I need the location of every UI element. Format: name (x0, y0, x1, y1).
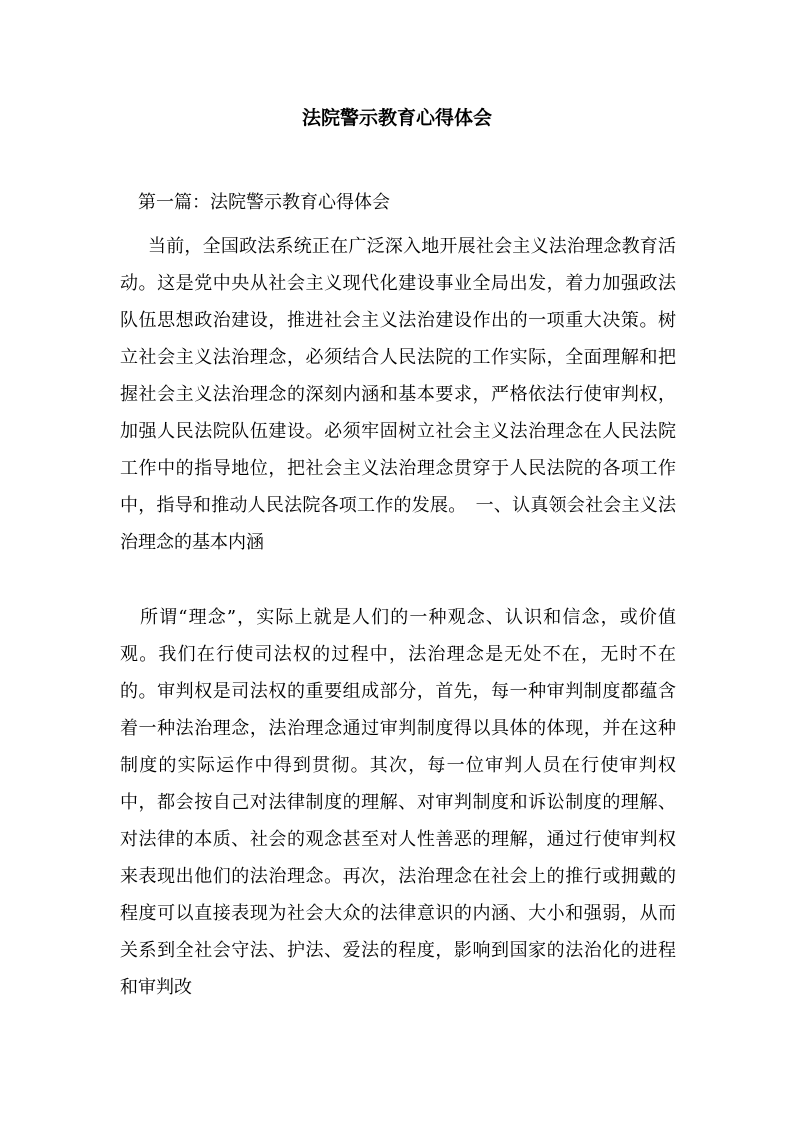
body-paragraph: 所谓“理念”，实际上就是人们的一种观念、认识和信念，或价值观。我们在行使司法权的过程中，法治理念是无处不在，无时不在的。审判权是司法权的重要组成部分，首先，每一种审判制度都蕴含着一种法治理念，法治理念通过审判制度得以具体的体现，并在这种制度的实际运作中得到贯彻。其次，每一位审判人员在行使审判权中，都会按自己对法律制度的理解、对审判制度和诉讼制度的理解、对法律的本质、社会的观念甚至对人性善恶的理解，通过行使审判权来表现出他们的法治理念。再次，法治理念在社会上的推行或拥戴的程度可以直接表现为社会大众的法律意识的内涵、大小和强弱，从而关系到全社会守法、护法、爱法的程度，影响到国家的法治化的进程和审判改 (120, 607, 676, 998)
section-heading: 第一篇：法院警示教育心得体会 (138, 192, 390, 213)
document-title: 法院警示教育心得体会 (301, 107, 492, 129)
body-paragraph: 当前，全国政法系统正在广泛深入地开展社会主义法治理念教育活动。这是党中央从社会主义现代化建设事业全局出发，着力加强政法队伍思想政治建设，推进社会主义法治建设作出的一项重大决策。树立社会主义法治理念，必须结合人民法院的工作实际，全面理解和把握社会主义法治理念的深刻内涵和基本要求，严格依法行使审判权，加强人民法院队伍建设。必须牢固树立社会主义法治理念在人民法院工作中的指导地位，把社会主义法治理念贯穿于人民法院的各项工作中，指导和推动人民法院各项工作的发展。 一、认真领会社会主义法治理念的基本内涵 (120, 236, 676, 553)
